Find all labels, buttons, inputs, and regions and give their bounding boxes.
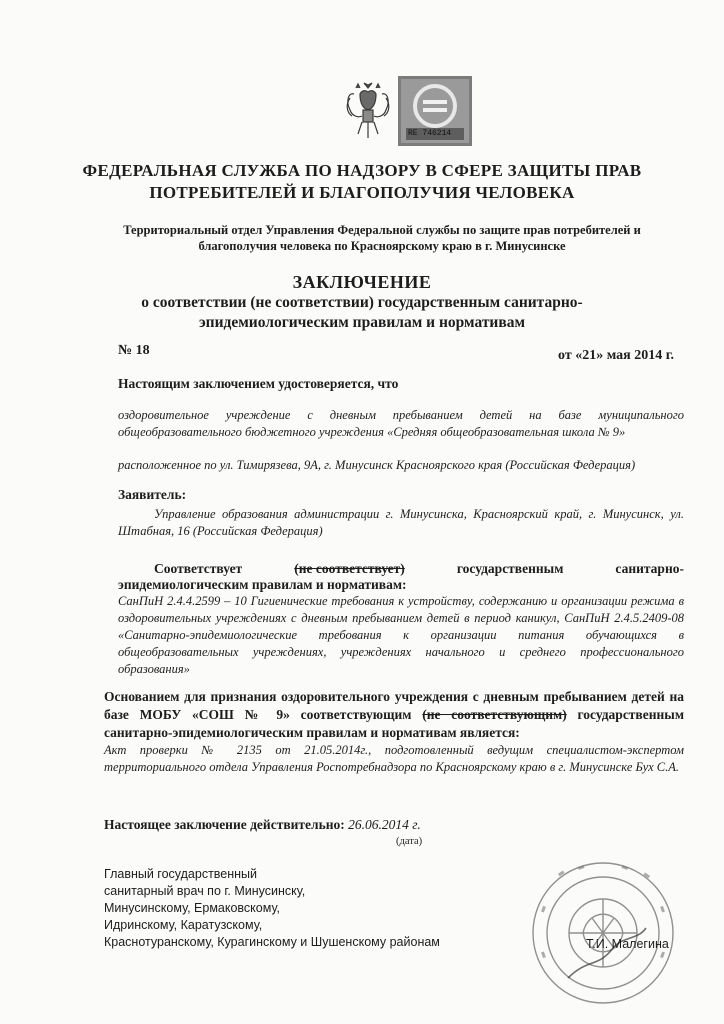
- hologram-code: RE 746214: [408, 129, 452, 138]
- applicant-details: Управление образования администрации г. Минусинска, Красноярский край, г. Минусинск, ул. Штабная, 16 (Российская Федерация): [118, 507, 684, 538]
- round-stamp-icon: [528, 858, 678, 1008]
- not-conforming-struck: (не соответствующим): [422, 707, 567, 722]
- basis-statement: Основанием для признания оздоровительного учреждения с дневным пребыванием детей на базе МОБУ «СОШ № 9» соответствующим (не соответствующим) государственным санитарно-эпидемиологическим правилам и нормативам является:: [104, 689, 685, 740]
- facility-description: оздоровительное учреждение с дневным пребыванием детей на базе муниципального общеобразовательного бюджетного учреждения «Средняя общеобразовательная школа № 9»: [118, 408, 684, 439]
- document-date: от «21» мая 2014 г.: [558, 348, 674, 363]
- document-title: ЗАКЛЮЧЕНИЕ: [292, 272, 432, 292]
- validity-statement: Настоящее заключение действительно: 26.06.2014 г.: [104, 817, 421, 832]
- agency-name: ФЕДЕРАЛЬНАЯ СЛУЖБА ПО НАДЗОРУ В СФЕРЕ ЗАЩИТЫ ПРАВ ПОТРЕБИТЕЛЕЙ И БЛАГОПОЛУЧИЯ ЧЕЛОВЕКА: [82, 161, 642, 202]
- sanpin-references: СанПиН 2.4.4.2599 – 10 Гигиенические требования к устройству, содержанию и организации режима в оздоровительных учреждениях с дневным пребыванием детей в период каникул, СанПиН 2.4.5.2409-08 «Санитарно-эпидемиологические требования к организации питания обучающихся в общеобразовательных учреждениях, учреждениях начального и среднего профессионального образования»: [118, 594, 684, 676]
- not-conforms-struck: (не соответствует): [294, 561, 405, 576]
- conformity-statement-line2: эпидемиологическим правилам и нормативам:: [118, 577, 407, 592]
- inspection-act: Акт проверки № 2135 от 21.05.2014г., подготовленный ведущим специалистом-экспертом территориального отдела Управления Роспотребнадзора по Красноярскому краю в г. Минусинске Бух С.А.: [104, 743, 684, 774]
- signer-title: Главный государственный санитарный врач по г. Минусинску, Минусинскому, Ермаковскому, Идринскому, Каратузскому, Краснотуранскому, Курагинскому и Шушенскому районам: [104, 867, 440, 949]
- department-name: Территориальный отдел Управления Федеральной службы по защите прав потребителей и благополучия человека по Красноярскому краю в г. Минусинске: [123, 223, 641, 253]
- coat-of-arms-emblem: [344, 80, 392, 142]
- signer-name: Т.И. Малегина: [586, 937, 669, 951]
- facility-address: расположенное по ул. Тимирязева, 9А, г. Минусинск Красноярского края (Российская Федерация): [118, 458, 636, 472]
- document-subtitle: о соответствии (не соответствии) государственным санитарно- эпидемиологическим правилам и нормативам: [141, 294, 583, 331]
- date-caption: (дата): [396, 836, 423, 847]
- applicant-label: Заявитель:: [118, 487, 187, 502]
- document-number: № 18: [118, 343, 150, 358]
- certifies-statement: Настоящим заключением удостоверяется, что: [118, 376, 399, 391]
- conformity-statement: Соответствует (не соответствует) государственным санитарно-: [154, 561, 684, 576]
